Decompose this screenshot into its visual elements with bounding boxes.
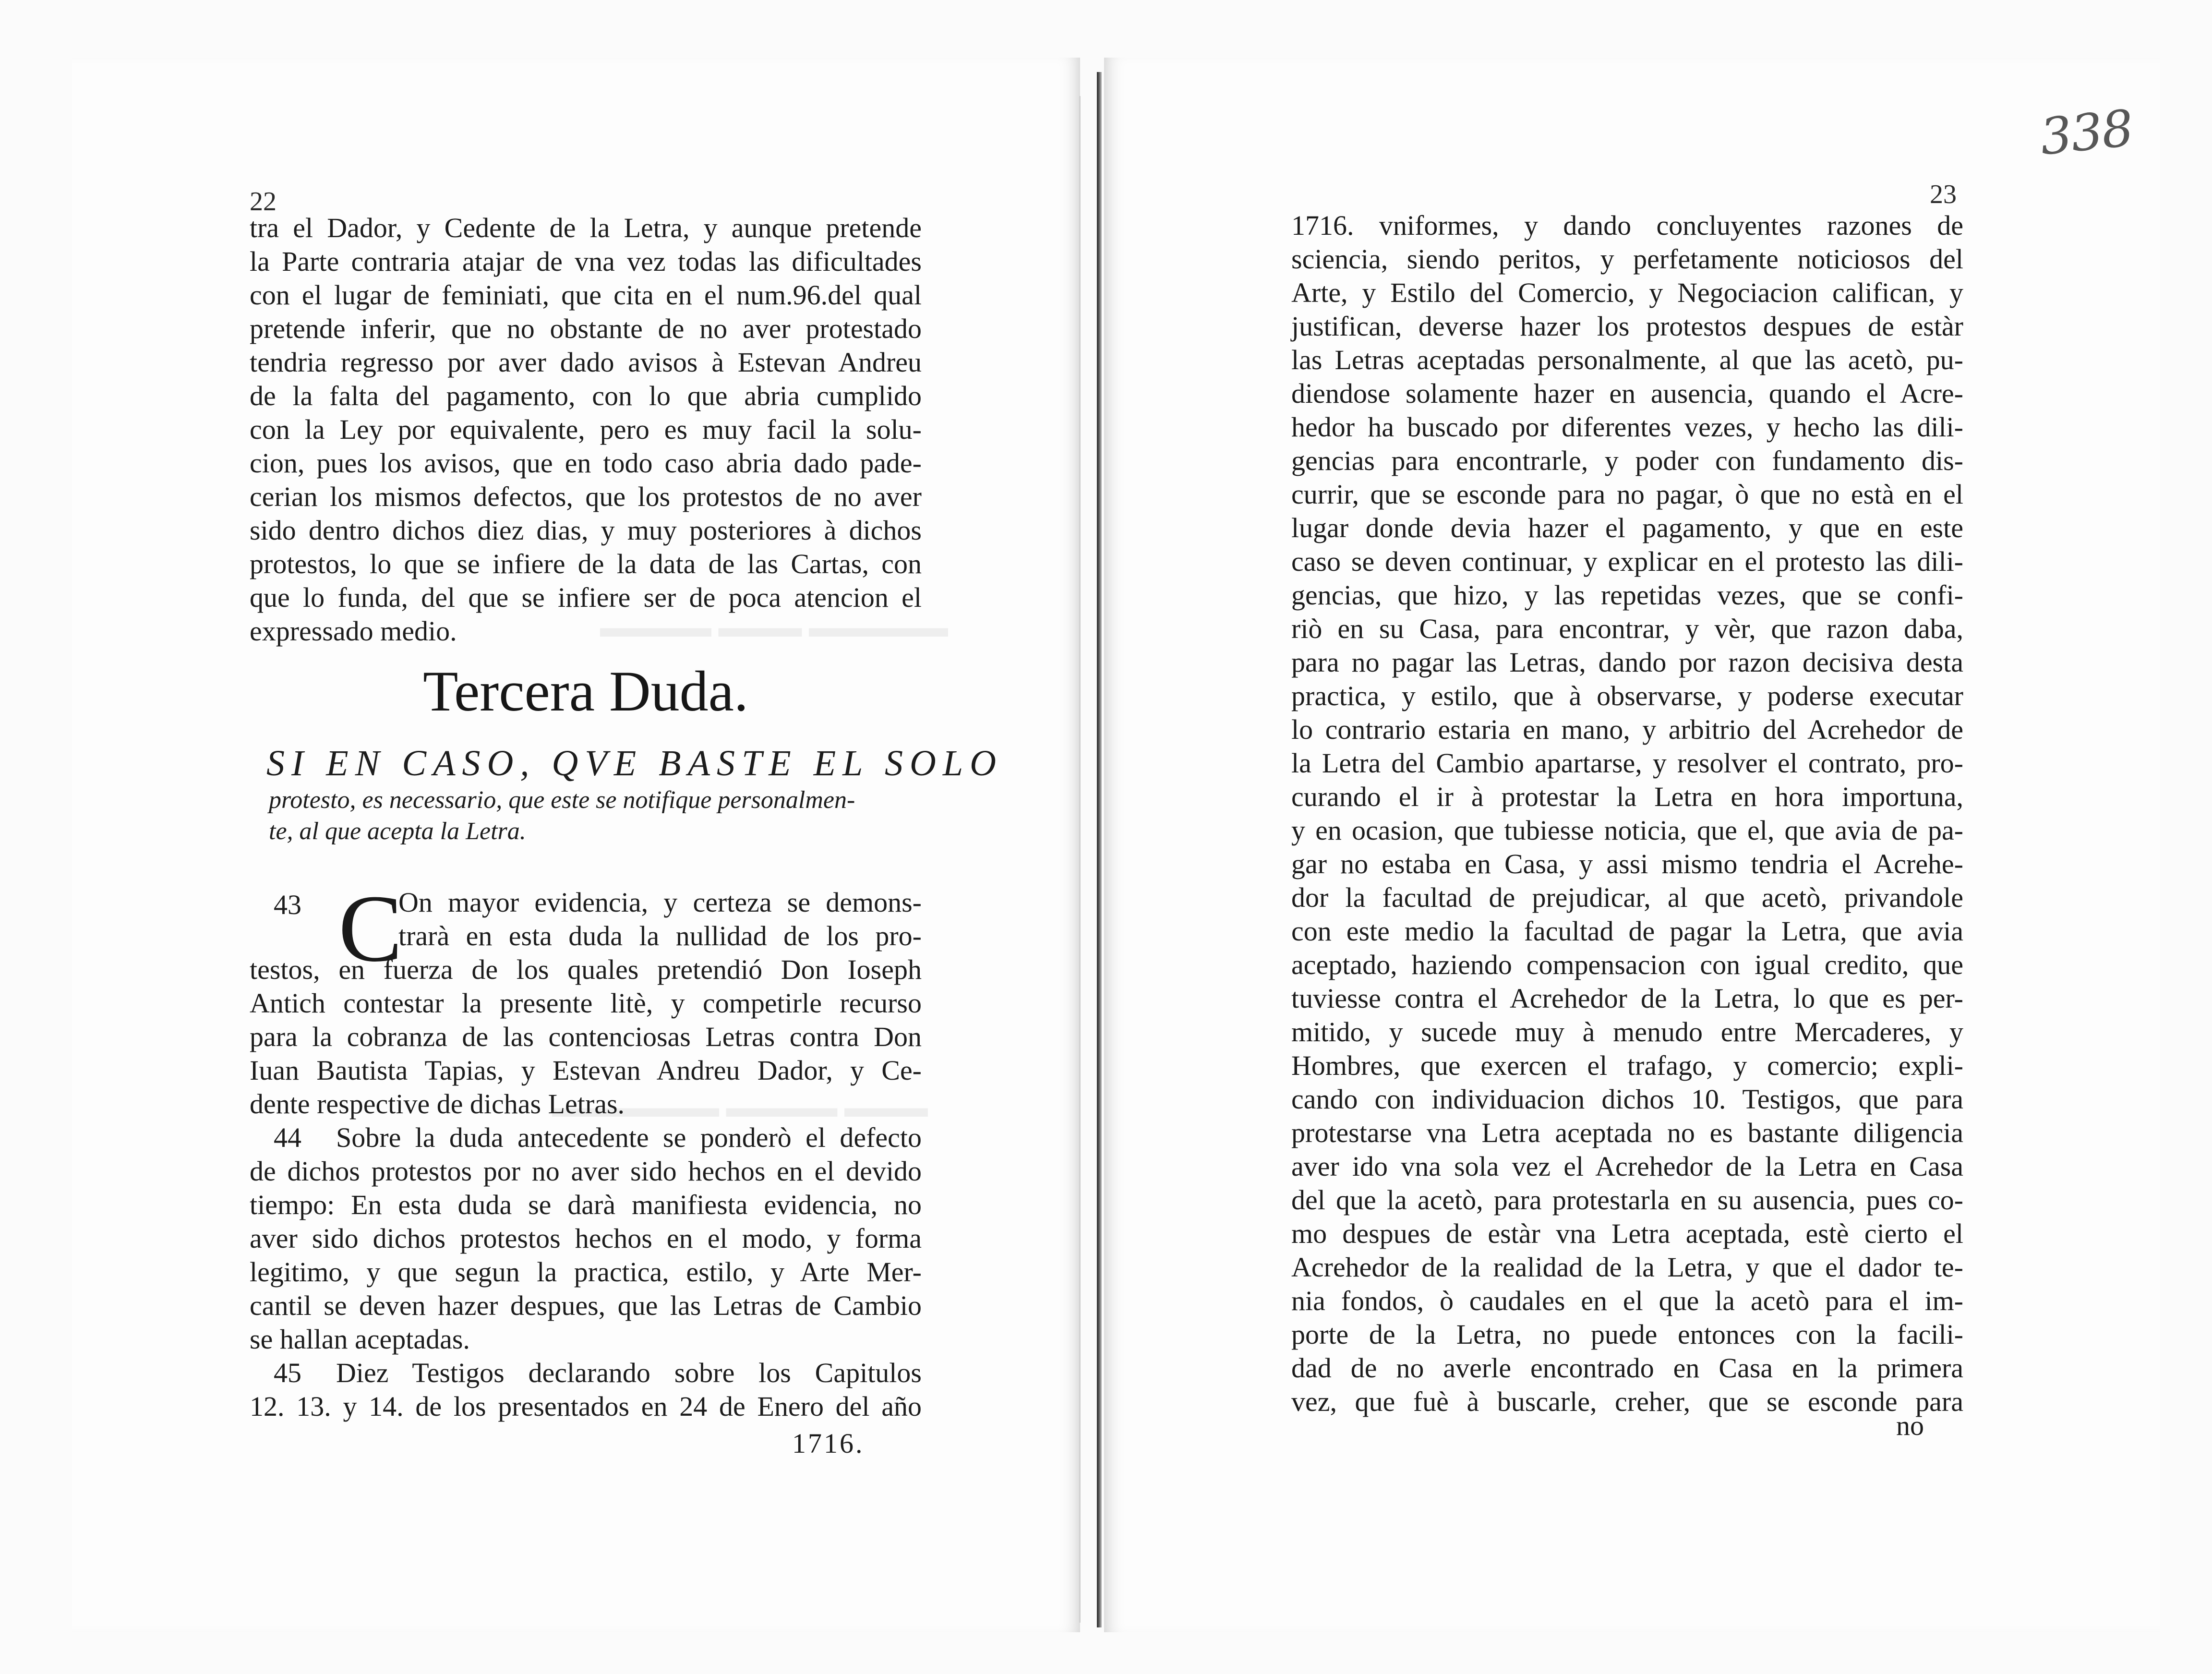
text-line: testos, en fuerza de los quales pretendió Don Ioseph [250,954,922,985]
text-line: Arte, y Estilo del Comercio, y Negociacion califican, y [1291,277,1963,308]
text-line: sciencia, siendo peritos, y perfetamente noticiosos del [1291,243,1963,275]
text-line: 1716. vniformes, y dando concluyentes razones de [1291,210,1963,241]
text-line: On mayor evidencia, y certeza se demons- [398,887,922,918]
text-line: que lo funda, del que se infiere ser de poca atencion el [250,582,922,613]
text-line: la Parte contraria atajar de vna vez todas las dificultades [250,246,922,277]
text-line: se hallan aceptadas. [250,1324,470,1355]
text-line: la Letra del Cambio apartarse, y resolver el contrato, pro- [1291,747,1963,779]
text-line: para no pagar las Letras, dando por razon decisiva desta [1291,647,1963,678]
text-line: protestos, lo que se infiere de la data de las Cartas, con [250,548,922,579]
text-line: diendose solamente hazer en ausencia, quando el Acre- [1291,378,1963,409]
show-through: ▬▬▬▬ ▬▬▬ ▬▬▬▬▬ [600,612,948,643]
page-number-right: 23 [1930,180,1957,209]
text-line: 12. 13. y 14. de los presentados en 24 de Enero del año [250,1391,922,1422]
text-line: gencias, que hizo, y las repetidas vezes, que se confi- [1291,579,1963,611]
text-line: de la falta del pagamento, con lo que abria cumplido [250,380,922,411]
text-line: protestarse vna Letra aceptada no es bastante diligencia [1291,1117,1963,1148]
question-caps: SI EN CASO, QVE BASTE EL SOLO [266,743,1003,783]
text-line: vez, que fuè à buscarle, creher, que se esconde para [1291,1386,1963,1417]
text-line: legitimo, y que segun la practica, estilo, y Arte Mer- [250,1256,922,1288]
text-line: con el lugar de feminiati, que cita en el num.96.del qual [250,279,922,311]
paragraph-number: 45 [274,1357,301,1388]
catchword-left: 1716. [792,1428,865,1459]
text-line: mo despues de estàr vna Letra aceptada, estè cierto el [1291,1218,1963,1249]
question-italic-line: protesto, es necessario, que este se notifique personalmen- [269,786,855,814]
book-gutter [1097,72,1102,1627]
text-line: con la Ley por equivalente, pero es muy facil la solu- [250,414,922,445]
text-line: hedor ha buscado por diferentes vezes, y hecho las dili- [1291,411,1963,443]
text-line: gar no estaba en Casa, y assi mismo tendria el Acrehe- [1291,848,1963,879]
text-line: tra el Dador, y Cedente de la Letra, y aunque pretende [250,212,922,243]
text-line: cerian los mismos defectos, que los protestos de no aver [250,481,922,512]
text-line: dor la facultad de prejudicar, al que acetò, privandole [1291,882,1963,913]
text-line: Hombres, que exercen el trafago, y comercio; expli- [1291,1050,1963,1081]
text-line: gencias para encontrarle, y poder con fundamento dis- [1291,445,1963,476]
text-line: pretende inferir, que no obstante de no aver protestado [250,313,922,344]
text-line: currir, que se esconde para no pagar, ò que no està en el [1291,479,1963,510]
text-line: aver sido dichos protestos hechos en el modo, y forma [250,1223,922,1254]
text-line: de dichos protestos por no aver sido hechos en el devido [250,1156,922,1187]
paragraph-number: 44 [274,1122,301,1153]
text-line: dente respective de dichas Letras. [250,1088,625,1120]
text-line: tuviesse contra el Acrehedor de la Letra, lo que es per- [1291,983,1963,1014]
text-line: del que la acetò, para protestarla en su ausencia, pues co- [1291,1184,1963,1216]
text-line: Sobre la duda antecedente se ponderò el defecto [336,1122,922,1153]
text-line: sido dentro dichos diez dias, y muy posteriores à dichos [250,515,922,546]
manuscript-folio-number: 338 [2037,98,2136,167]
text-line: con este medio la facultad de pagar la Letra, que avia [1291,915,1963,947]
text-line: dad de no averle encontrado en Casa en la primera [1291,1352,1963,1384]
text-line: cantil se deven hazer despues, que las Letras de Cambio [250,1290,922,1321]
paragraph-number: 43 [274,889,301,920]
text-line: lugar donde devia hazer el pagamento, y que en este [1291,512,1963,543]
text-line: riò en su Casa, para encontrar, y vèr, que razon daba, [1291,613,1963,644]
text-line: nia fondos, ò caudales en el que la acetò para el im- [1291,1285,1963,1316]
text-line: las Letras aceptadas personalmente, al que las acetò, pu- [1291,344,1963,375]
text-line: practica, y estilo, que à observarse, y poderse executar [1291,680,1963,711]
text-line: Acrehedor de la realidad de la Letra, y que el dador te- [1291,1252,1963,1283]
show-through: ▬▬▬▬▬▬ ▬▬▬▬ ▬▬▬ [552,1092,928,1123]
page-number-left: 22 [250,187,276,217]
text-line: caso se deven continuar, y explicar en el protesto las dili- [1291,546,1963,577]
question-italic-line: te, al que acepta la Letra. [269,818,526,845]
text-line: justifican, deverse hazer los protestos despues de estàr [1291,311,1963,342]
page-edge [1079,96,1081,1623]
text-line: Iuan Bautista Tapias, y Estevan Andreu Dador, y Ce- [250,1055,922,1086]
text-line: mitido, y sucede muy à menudo entre Mercaderes, y [1291,1016,1963,1048]
text-line: cando con individuacion dichos 10. Testigos, que para [1291,1084,1963,1115]
drop-cap-initial: C [338,876,403,982]
text-line: porte de la Letra, no puede entonces con la facili- [1291,1319,1963,1350]
text-line: y en ocasion, que tubiesse noticia, que el, que avia de pa- [1291,815,1963,846]
text-line: aver ido vna sola vez el Acrehedor de la Letra en Casa [1291,1151,1963,1182]
catchword-right: no [1896,1410,1924,1441]
text-line: tendria regresso por aver dado avisos à Estevan Andreu [250,347,922,378]
text-line: curando el ir à protestar la Letra en hora importuna, [1291,781,1963,812]
text-line: tiempo: En esta duda se darà manifiesta evidencia, no [250,1189,922,1220]
text-line: trarà en esta duda la nullidad de los pro- [398,920,922,951]
text-line: para la cobranza de las contenciosas Letras contra Don [250,1021,922,1052]
text-line: Antich contestar la presente litè, y competirle recurso [250,988,922,1019]
section-heading: Tercera Duda. [423,659,748,723]
text-line: Diez Testigos declarando sobre los Capitulos [336,1357,922,1388]
text-line: aceptado, haziendo compensacion con igual credito, que [1291,949,1963,980]
text-line: cion, pues los avisos, que en todo caso abria dado pade- [250,447,922,479]
text-line: lo contrario estaria en mano, y arbitrio del Acrehedor de [1291,714,1963,745]
text-line: expressado medio. [250,615,457,647]
